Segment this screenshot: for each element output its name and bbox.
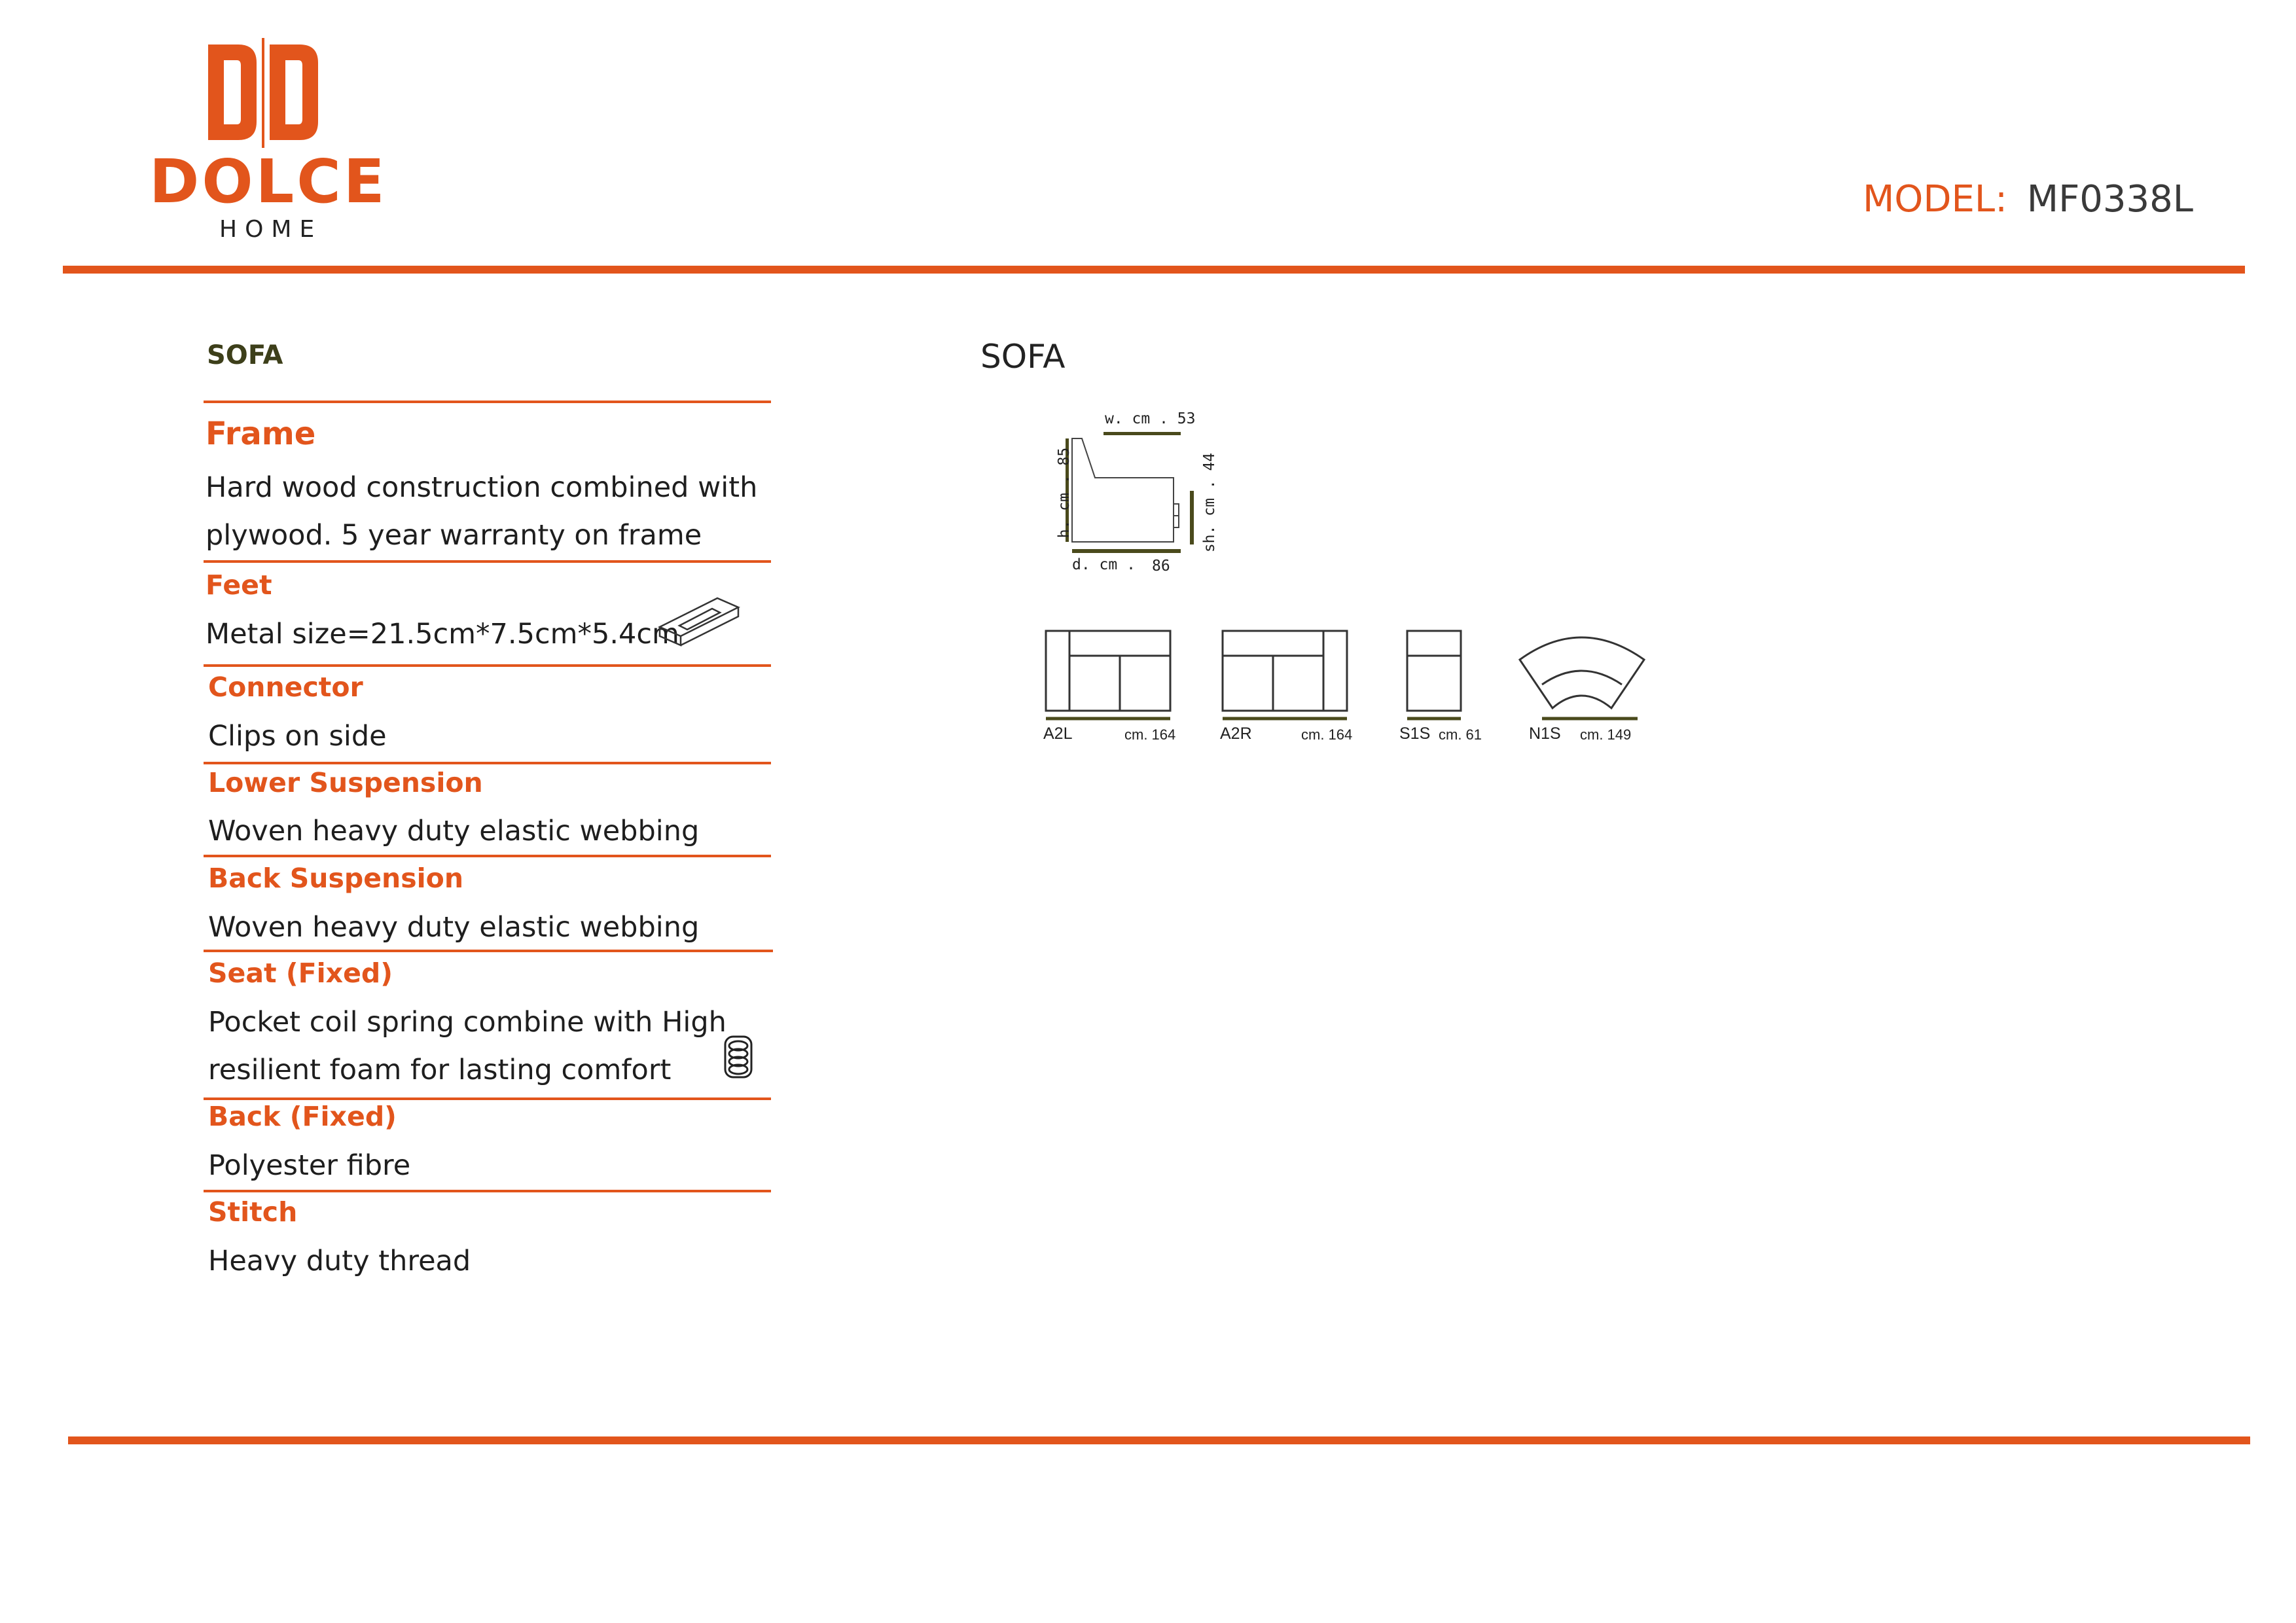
spec-heading-feet: Feet <box>206 569 272 601</box>
spec-text-back-suspension: Woven heavy duty elastic webbing <box>208 911 700 944</box>
module-size: cm. 61 <box>1439 726 1482 743</box>
spec-text-stitch: Heavy duty thread <box>208 1245 471 1277</box>
module-code: S1S <box>1399 724 1431 743</box>
module-code: A2R <box>1220 724 1252 743</box>
coil-spring-icon <box>723 1034 755 1081</box>
model-value: MF0338L <box>2026 178 2193 221</box>
module-a2r-plan <box>1220 628 1364 726</box>
brand-name: DOLCE <box>149 147 387 217</box>
spec-heading-stitch: Stitch <box>208 1196 298 1228</box>
module-size: cm. 164 <box>1124 726 1176 743</box>
module-a2l-plan <box>1043 628 1187 726</box>
spec-text-seat-2: resilient foam for lasting comfort <box>208 1054 672 1086</box>
spec-divider <box>204 855 771 857</box>
spec-divider <box>204 664 771 667</box>
spec-heading-lower-suspension: Lower Suspension <box>208 767 483 798</box>
spec-divider <box>204 950 773 952</box>
module-s1s-plan <box>1405 628 1470 726</box>
spec-text-frame-1: Hard wood construction combined with <box>206 471 758 504</box>
module-size: cm. 164 <box>1301 726 1353 743</box>
brand-sub: HOME <box>219 216 323 243</box>
spec-text-seat-1: Pocket coil spring combine with High <box>208 1006 726 1039</box>
model-line <box>1863 178 2193 221</box>
dim-depth-label: d. cm . <box>1072 556 1136 573</box>
spec-divider <box>204 1190 771 1192</box>
module-code: N1S <box>1529 724 1561 743</box>
spec-text-back: Polyester fibre <box>208 1149 411 1182</box>
left-title: SOFA <box>207 340 283 370</box>
spec-heading-frame: Frame <box>206 416 316 452</box>
model-label: MODEL: <box>1862 178 2007 221</box>
spec-heading-seat: Seat (Fixed) <box>208 957 393 989</box>
spec-divider <box>204 560 771 563</box>
spec-heading-connector: Connector <box>208 671 363 703</box>
module-code: A2L <box>1043 724 1073 743</box>
spec-text-feet: Metal size=21.5cm*7.5cm*5.4cm <box>206 618 679 651</box>
sofa-side-profile <box>1066 432 1183 556</box>
dim-depth-value: 86 <box>1152 558 1170 575</box>
seat-height-bar <box>1190 491 1194 544</box>
module-n1s-plan <box>1516 628 1653 726</box>
spec-text-connector: Clips on side <box>208 720 387 753</box>
drawing-title: SOFA <box>980 338 1066 376</box>
footer-divider <box>68 1436 2250 1444</box>
spec-heading-back: Back (Fixed) <box>208 1101 397 1132</box>
spec-text-frame-2: plywood. 5 year warranty on frame <box>206 519 702 552</box>
dim-seat-height-label: sh. cm . 44 <box>1201 452 1218 553</box>
spec-text-lower-suspension: Woven heavy duty elastic webbing <box>208 815 700 847</box>
spec-divider <box>204 401 771 403</box>
spec-divider <box>204 762 771 764</box>
metal-foot-icon <box>657 593 742 653</box>
header-divider <box>63 266 2245 274</box>
spec-heading-back-suspension: Back Suspension <box>208 863 464 894</box>
module-size: cm. 149 <box>1580 726 1632 743</box>
logo-mark-icon <box>204 38 325 149</box>
spec-divider <box>204 1097 771 1100</box>
dim-width-label: w. cm . 53 <box>1105 410 1196 427</box>
dim-height-label: h. cm . 85 <box>1056 447 1073 539</box>
